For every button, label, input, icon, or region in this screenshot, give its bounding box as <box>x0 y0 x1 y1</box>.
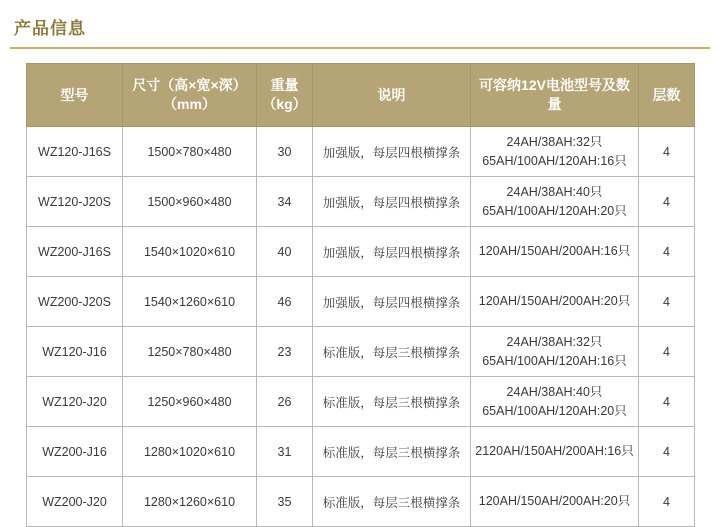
cell-weight: 30 <box>257 127 313 177</box>
column-header-description: 说明 <box>313 64 471 127</box>
cell-weight: 34 <box>257 177 313 227</box>
cell-layers: 4 <box>639 327 695 377</box>
cell-model: WZ200-J16 <box>27 427 123 477</box>
column-header-battery: 可容纳12V电池型号及数量 <box>471 64 639 127</box>
cell-battery <box>471 377 639 427</box>
spec-table <box>26 63 695 527</box>
cell-description: 标准版，每层三根横撑条 <box>313 377 471 427</box>
cell-battery <box>471 477 639 527</box>
cell-description: 标准版，每层三根横撑条 <box>313 327 471 377</box>
cell-weight: 26 <box>257 377 313 427</box>
cell-description: 加强版，每层四根横撑条 <box>313 177 471 227</box>
cell-layers: 4 <box>639 127 695 177</box>
table-body <box>27 127 695 527</box>
page-title: 产品信息 <box>14 19 86 38</box>
cell-size: 1540×1020×610 <box>123 227 257 277</box>
cell-weight: 23 <box>257 327 313 377</box>
table-row <box>27 427 695 477</box>
cell-size: 1250×960×480 <box>123 377 257 427</box>
cell-description: 加强版，每层四根横撑条 <box>313 277 471 327</box>
cell-model: WZ120-J16 <box>27 327 123 377</box>
cell-weight: 46 <box>257 277 313 327</box>
cell-model: WZ200-J20 <box>27 477 123 527</box>
cell-model: WZ200-J20S <box>27 277 123 327</box>
cell-model: WZ120-J20 <box>27 377 123 427</box>
cell-battery <box>471 227 639 277</box>
battery-line: 65AH/100AH/120AH:20只 <box>482 403 627 418</box>
cell-battery <box>471 127 639 177</box>
table-row <box>27 277 695 327</box>
battery-line: 65AH/100AH/120AH:20只 <box>482 203 627 218</box>
cell-layers: 4 <box>639 277 695 327</box>
table-row <box>27 377 695 427</box>
battery-line: 24AH/38AH:32只 <box>506 335 603 350</box>
cell-size: 1500×960×480 <box>123 177 257 227</box>
battery-line: 24AH/38AH:40只 <box>506 185 603 200</box>
cell-weight: 35 <box>257 477 313 527</box>
column-header-weight: 重量（kg） <box>257 64 313 127</box>
cell-size: 1540×1260×610 <box>123 277 257 327</box>
column-header-model: 型号 <box>27 64 123 127</box>
cell-description: 加强版，每层四根横撑条 <box>313 227 471 277</box>
cell-size: 1250×780×480 <box>123 327 257 377</box>
cell-description: 标准版，每层三根横撑条 <box>313 427 471 477</box>
cell-battery <box>471 177 639 227</box>
battery-line: 120AH/150AH/200AH:20只 <box>478 294 631 309</box>
cell-weight: 31 <box>257 427 313 477</box>
battery-line: 2120AH/150AH/200AH:16只 <box>475 444 634 459</box>
table-row <box>27 227 695 277</box>
battery-line: 65AH/100AH/120AH:16只 <box>482 353 627 368</box>
cell-layers: 4 <box>639 227 695 277</box>
cell-layers: 4 <box>639 427 695 477</box>
table-row <box>27 177 695 227</box>
battery-line: 24AH/38AH:32只 <box>506 135 603 150</box>
table-row <box>27 127 695 177</box>
battery-line: 120AH/150AH/200AH:20只 <box>478 494 631 509</box>
battery-line: 65AH/100AH/120AH:16只 <box>482 153 627 168</box>
cell-size: 1280×1020×610 <box>123 427 257 477</box>
cell-size: 1500×780×480 <box>123 127 257 177</box>
cell-description: 标准版，每层三根横撑条 <box>313 477 471 527</box>
cell-layers: 4 <box>639 477 695 527</box>
cell-model: WZ120-J16S <box>27 127 123 177</box>
column-header-layers: 层数 <box>639 64 695 127</box>
battery-line: 120AH/150AH/200AH:16只 <box>478 244 631 259</box>
cell-model: WZ120-J20S <box>27 177 123 227</box>
cell-weight: 40 <box>257 227 313 277</box>
table-header <box>27 64 695 127</box>
table-header-row <box>27 64 695 127</box>
column-header-size: 尺寸（高×宽×深）（mm） <box>123 64 257 127</box>
cell-description: 加强版，每层四根横撑条 <box>313 127 471 177</box>
table-row <box>27 327 695 377</box>
cell-size: 1280×1260×610 <box>123 477 257 527</box>
table-row <box>27 477 695 527</box>
battery-line: 24AH/38AH:40只 <box>506 385 603 400</box>
cell-layers: 4 <box>639 177 695 227</box>
cell-model: WZ200-J16S <box>27 227 123 277</box>
cell-battery <box>471 327 639 377</box>
spec-table-container <box>0 49 720 527</box>
cell-battery <box>471 427 639 477</box>
cell-battery <box>471 277 639 327</box>
cell-layers: 4 <box>639 377 695 427</box>
